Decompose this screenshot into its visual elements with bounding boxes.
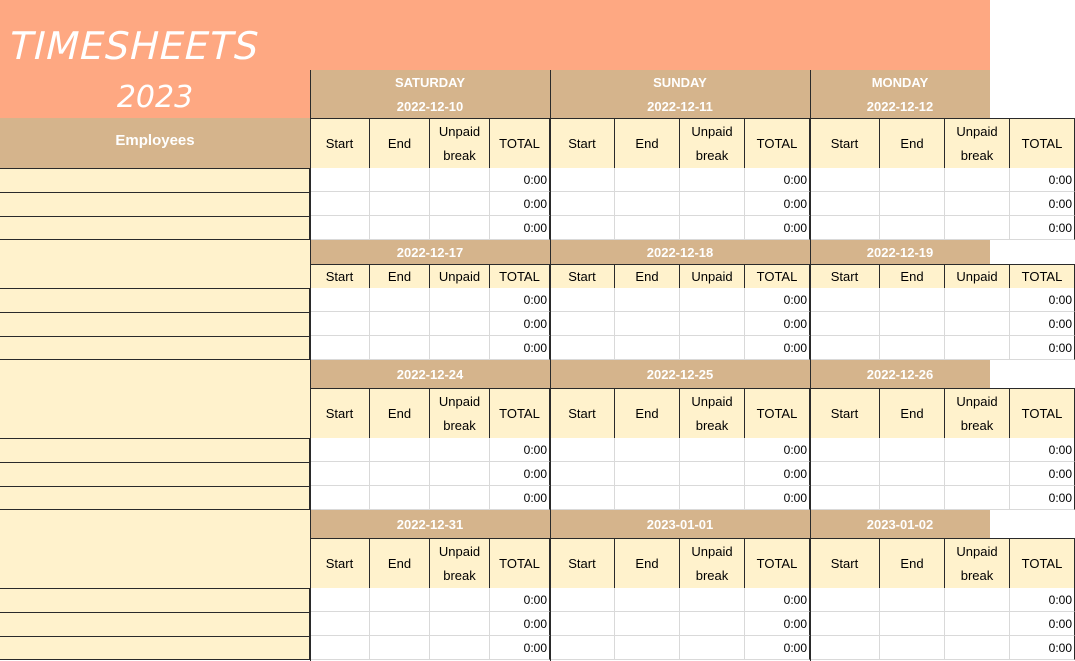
total-cell: 0:00 xyxy=(745,216,810,240)
time-cell[interactable] xyxy=(430,192,490,216)
time-cell[interactable] xyxy=(310,486,370,510)
time-cell[interactable] xyxy=(945,336,1010,360)
time-cell[interactable] xyxy=(880,612,945,636)
time-cell[interactable] xyxy=(310,438,370,462)
time-cell[interactable] xyxy=(880,462,945,486)
total-cell: 0:00 xyxy=(1010,168,1075,192)
time-cell[interactable] xyxy=(880,192,945,216)
time-cell[interactable] xyxy=(550,612,615,636)
time-cell[interactable] xyxy=(880,588,945,612)
total-cell: 0:00 xyxy=(1010,612,1075,636)
time-cell[interactable] xyxy=(370,168,430,192)
date-header: 2022-12-25 xyxy=(550,360,810,388)
time-cell[interactable] xyxy=(370,486,430,510)
time-cell[interactable] xyxy=(680,288,745,312)
time-cell[interactable] xyxy=(680,588,745,612)
column-header-unpaid-line1: Unpaid xyxy=(438,123,481,139)
column-header-end: End xyxy=(880,118,945,168)
employees-header: Employees xyxy=(0,118,310,168)
time-cell[interactable] xyxy=(310,612,370,636)
employee-name-cell[interactable] xyxy=(0,438,310,463)
time-cell[interactable] xyxy=(880,438,945,462)
column-header-start: Start xyxy=(550,538,615,588)
time-cell[interactable] xyxy=(370,462,430,486)
column-header-unpaid xyxy=(430,388,490,438)
time-cell[interactable] xyxy=(370,588,430,612)
time-cell[interactable] xyxy=(945,288,1010,312)
employee-name-cell[interactable] xyxy=(0,288,310,313)
time-cell[interactable] xyxy=(945,192,1010,216)
time-cell[interactable] xyxy=(615,336,680,360)
employee-spacer xyxy=(0,360,310,438)
column-header-unpaid-line2: break xyxy=(695,147,729,163)
time-cell[interactable] xyxy=(945,588,1010,612)
total-cell: 0:00 xyxy=(490,486,550,510)
column-header-total: TOTAL xyxy=(1010,538,1075,588)
time-cell[interactable] xyxy=(615,192,680,216)
column-header-unpaid xyxy=(680,538,745,588)
column-header-unpaid xyxy=(680,118,745,168)
time-cell[interactable] xyxy=(430,588,490,612)
time-cell[interactable] xyxy=(370,216,430,240)
column-header-total: TOTAL xyxy=(745,388,810,438)
total-cell: 0:00 xyxy=(1010,462,1075,486)
date-header: 2022-12-26 xyxy=(810,360,990,388)
total-cell: 0:00 xyxy=(490,312,550,336)
column-header-start: Start xyxy=(310,538,370,588)
time-cell[interactable] xyxy=(550,462,615,486)
column-header-unpaid xyxy=(945,538,1010,588)
column-header-unpaid-line1: Unpaid xyxy=(956,543,998,559)
date-header: 2022-12-19 xyxy=(810,240,990,264)
total-cell: 0:00 xyxy=(1010,216,1075,240)
time-cell[interactable] xyxy=(430,438,490,462)
column-header-end: End xyxy=(615,264,680,288)
time-cell[interactable] xyxy=(370,312,430,336)
time-cell[interactable] xyxy=(945,636,1010,660)
column-header-unpaid-line1: Unpaid xyxy=(438,393,481,409)
day-name-header: MONDAY xyxy=(810,70,990,94)
date-header: 2022-12-10 xyxy=(310,94,550,118)
column-header-end: End xyxy=(880,388,945,438)
time-cell[interactable] xyxy=(615,636,680,660)
time-cell[interactable] xyxy=(680,216,745,240)
time-cell[interactable] xyxy=(945,462,1010,486)
column-header-end: End xyxy=(880,538,945,588)
column-header-start: Start xyxy=(810,538,880,588)
total-cell: 0:00 xyxy=(490,438,550,462)
total-cell: 0:00 xyxy=(490,336,550,360)
time-cell[interactable] xyxy=(370,636,430,660)
total-cell: 0:00 xyxy=(745,312,810,336)
total-cell: 0:00 xyxy=(745,612,810,636)
total-cell: 0:00 xyxy=(745,588,810,612)
time-cell[interactable] xyxy=(810,438,880,462)
time-cell[interactable] xyxy=(680,192,745,216)
time-cell[interactable] xyxy=(370,192,430,216)
time-cell[interactable] xyxy=(810,168,880,192)
time-cell[interactable] xyxy=(430,312,490,336)
total-cell: 0:00 xyxy=(490,588,550,612)
title-block xyxy=(0,0,310,118)
column-header-unpaid xyxy=(945,388,1010,438)
column-header-end: End xyxy=(370,388,430,438)
time-cell[interactable] xyxy=(880,336,945,360)
column-header-unpaid: Unpaid xyxy=(680,264,745,288)
time-cell[interactable] xyxy=(430,636,490,660)
time-cell[interactable] xyxy=(430,462,490,486)
column-header-total: TOTAL xyxy=(490,264,550,288)
column-header-total: TOTAL xyxy=(745,264,810,288)
time-cell[interactable] xyxy=(615,612,680,636)
column-header-unpaid-line2: break xyxy=(960,147,994,163)
column-header-unpaid-line2: break xyxy=(960,567,994,583)
column-header-total: TOTAL xyxy=(1010,118,1075,168)
total-cell: 0:00 xyxy=(1010,192,1075,216)
column-header-end: End xyxy=(370,538,430,588)
employee-name-cell[interactable] xyxy=(0,612,310,637)
column-header-total: TOTAL xyxy=(745,538,810,588)
time-cell[interactable] xyxy=(310,462,370,486)
column-header-total: TOTAL xyxy=(490,538,550,588)
date-header: 2022-12-17 xyxy=(310,240,550,264)
time-cell[interactable] xyxy=(680,312,745,336)
total-cell: 0:00 xyxy=(490,462,550,486)
time-cell[interactable] xyxy=(550,216,615,240)
time-cell[interactable] xyxy=(615,288,680,312)
total-cell: 0:00 xyxy=(1010,588,1075,612)
time-cell[interactable] xyxy=(370,612,430,636)
date-header: 2023-01-01 xyxy=(550,510,810,538)
time-cell[interactable] xyxy=(615,462,680,486)
column-header-unpaid-line2: break xyxy=(443,147,476,163)
date-header: 2022-12-18 xyxy=(550,240,810,264)
day-separator xyxy=(310,70,311,661)
column-header-unpaid xyxy=(430,118,490,168)
time-cell[interactable] xyxy=(945,612,1010,636)
employee-spacer xyxy=(0,240,310,288)
employee-name-cell[interactable] xyxy=(0,168,310,193)
time-cell[interactable] xyxy=(550,288,615,312)
column-header-unpaid-line2: break xyxy=(695,417,729,433)
date-header: 2022-12-11 xyxy=(550,94,810,118)
total-cell: 0:00 xyxy=(1010,312,1075,336)
time-cell[interactable] xyxy=(430,486,490,510)
day-separator xyxy=(810,70,811,661)
time-cell[interactable] xyxy=(810,192,880,216)
column-header-end: End xyxy=(370,118,430,168)
employee-name-cell[interactable] xyxy=(0,192,310,217)
time-cell[interactable] xyxy=(810,462,880,486)
time-cell[interactable] xyxy=(945,312,1010,336)
total-cell: 0:00 xyxy=(490,216,550,240)
column-header-total: TOTAL xyxy=(1010,388,1075,438)
time-cell[interactable] xyxy=(810,336,880,360)
time-cell[interactable] xyxy=(680,612,745,636)
date-header: 2023-01-02 xyxy=(810,510,990,538)
time-cell[interactable] xyxy=(615,216,680,240)
employee-name-cell[interactable] xyxy=(0,216,310,240)
column-header-end: End xyxy=(370,264,430,288)
total-cell: 0:00 xyxy=(1010,288,1075,312)
time-cell[interactable] xyxy=(310,312,370,336)
column-header-unpaid: Unpaid xyxy=(430,264,490,288)
employee-name-cell[interactable] xyxy=(0,336,310,360)
column-header-start: Start xyxy=(810,264,880,288)
total-cell: 0:00 xyxy=(745,462,810,486)
time-cell[interactable] xyxy=(680,168,745,192)
time-cell[interactable] xyxy=(810,216,880,240)
total-cell: 0:00 xyxy=(745,192,810,216)
year-label: 2023 xyxy=(116,80,194,115)
total-cell: 0:00 xyxy=(1010,486,1075,510)
time-cell[interactable] xyxy=(550,168,615,192)
employee-name-cell[interactable] xyxy=(0,462,310,487)
time-cell[interactable] xyxy=(680,636,745,660)
time-cell[interactable] xyxy=(430,336,490,360)
time-cell[interactable] xyxy=(550,438,615,462)
time-cell[interactable] xyxy=(550,192,615,216)
time-cell[interactable] xyxy=(310,288,370,312)
column-header-unpaid-line2: break xyxy=(960,417,994,433)
column-header-total: TOTAL xyxy=(490,118,550,168)
column-header-start: Start xyxy=(550,118,615,168)
time-cell[interactable] xyxy=(880,168,945,192)
employee-name-cell[interactable] xyxy=(0,636,310,660)
column-header-total: TOTAL xyxy=(745,118,810,168)
time-cell[interactable] xyxy=(615,486,680,510)
time-cell[interactable] xyxy=(680,336,745,360)
total-cell: 0:00 xyxy=(1010,438,1075,462)
page-title: TIMESHEETS xyxy=(9,24,261,68)
time-cell[interactable] xyxy=(430,288,490,312)
total-cell: 0:00 xyxy=(1010,636,1075,660)
column-header-start: Start xyxy=(550,264,615,288)
employee-spacer xyxy=(0,510,310,588)
time-cell[interactable] xyxy=(680,462,745,486)
column-header-end: End xyxy=(880,264,945,288)
time-cell[interactable] xyxy=(945,168,1010,192)
time-cell[interactable] xyxy=(880,216,945,240)
total-cell: 0:00 xyxy=(490,612,550,636)
date-header: 2022-12-31 xyxy=(310,510,550,538)
total-cell: 0:00 xyxy=(745,168,810,192)
time-cell[interactable] xyxy=(810,588,880,612)
column-header-unpaid-line1: Unpaid xyxy=(691,393,733,409)
day-separator xyxy=(550,70,551,661)
total-cell: 0:00 xyxy=(745,486,810,510)
date-header: 2022-12-24 xyxy=(310,360,550,388)
time-cell[interactable] xyxy=(945,438,1010,462)
column-header-start: Start xyxy=(810,388,880,438)
time-cell[interactable] xyxy=(430,168,490,192)
time-cell[interactable] xyxy=(430,216,490,240)
column-header-total: TOTAL xyxy=(490,388,550,438)
time-cell[interactable] xyxy=(880,312,945,336)
total-cell: 0:00 xyxy=(490,168,550,192)
time-cell[interactable] xyxy=(310,588,370,612)
column-header-start: Start xyxy=(310,118,370,168)
time-cell[interactable] xyxy=(370,438,430,462)
time-cell[interactable] xyxy=(370,288,430,312)
time-cell[interactable] xyxy=(550,636,615,660)
time-cell[interactable] xyxy=(615,438,680,462)
column-header-unpaid xyxy=(680,388,745,438)
column-header-unpaid-line1: Unpaid xyxy=(956,123,998,139)
column-header-unpaid-line1: Unpaid xyxy=(691,123,733,139)
employee-name-cell[interactable] xyxy=(0,486,310,510)
total-cell: 0:00 xyxy=(745,636,810,660)
time-cell[interactable] xyxy=(615,312,680,336)
total-cell: 0:00 xyxy=(490,288,550,312)
total-cell: 0:00 xyxy=(490,636,550,660)
column-header-unpaid-line1: Unpaid xyxy=(956,393,998,409)
column-header-end: End xyxy=(615,118,680,168)
time-cell[interactable] xyxy=(810,486,880,510)
total-cell: 0:00 xyxy=(745,288,810,312)
time-cell[interactable] xyxy=(945,216,1010,240)
time-cell[interactable] xyxy=(810,636,880,660)
column-header-unpaid-line1: Unpaid xyxy=(438,543,481,559)
column-header-unpaid xyxy=(430,538,490,588)
total-cell: 0:00 xyxy=(745,336,810,360)
total-cell: 0:00 xyxy=(745,438,810,462)
time-cell[interactable] xyxy=(810,312,880,336)
date-header: 2022-12-12 xyxy=(810,94,990,118)
column-header-unpaid xyxy=(945,118,1010,168)
time-cell[interactable] xyxy=(310,336,370,360)
time-cell[interactable] xyxy=(550,336,615,360)
column-header-total: TOTAL xyxy=(1010,264,1075,288)
time-cell[interactable] xyxy=(680,486,745,510)
column-header-unpaid-line1: Unpaid xyxy=(691,543,733,559)
time-cell[interactable] xyxy=(550,588,615,612)
time-cell[interactable] xyxy=(880,636,945,660)
total-cell: 0:00 xyxy=(490,192,550,216)
column-header-start: Start xyxy=(310,264,370,288)
time-cell[interactable] xyxy=(810,612,880,636)
employee-name-cell[interactable] xyxy=(0,312,310,337)
time-cell[interactable] xyxy=(615,168,680,192)
time-cell[interactable] xyxy=(430,612,490,636)
column-header-end: End xyxy=(615,538,680,588)
column-header-start: Start xyxy=(310,388,370,438)
time-cell[interactable] xyxy=(550,312,615,336)
time-cell[interactable] xyxy=(810,288,880,312)
time-cell[interactable] xyxy=(370,336,430,360)
column-header-unpaid-line2: break xyxy=(443,417,476,433)
time-cell[interactable] xyxy=(310,192,370,216)
time-cell[interactable] xyxy=(880,288,945,312)
column-header-unpaid: Unpaid xyxy=(945,264,1010,288)
time-cell[interactable] xyxy=(945,486,1010,510)
employee-name-cell[interactable] xyxy=(0,588,310,613)
column-header-start: Start xyxy=(810,118,880,168)
total-cell: 0:00 xyxy=(1010,336,1075,360)
time-cell[interactable] xyxy=(310,168,370,192)
time-cell[interactable] xyxy=(880,486,945,510)
column-header-unpaid-line2: break xyxy=(443,567,476,583)
time-cell[interactable] xyxy=(310,636,370,660)
column-header-unpaid-line2: break xyxy=(695,567,729,583)
day-name-header: SATURDAY xyxy=(310,70,550,94)
time-cell[interactable] xyxy=(550,486,615,510)
column-header-start: Start xyxy=(550,388,615,438)
day-name-header: SUNDAY xyxy=(550,70,810,94)
time-cell[interactable] xyxy=(680,438,745,462)
time-cell[interactable] xyxy=(310,216,370,240)
column-header-end: End xyxy=(615,388,680,438)
time-cell[interactable] xyxy=(615,588,680,612)
